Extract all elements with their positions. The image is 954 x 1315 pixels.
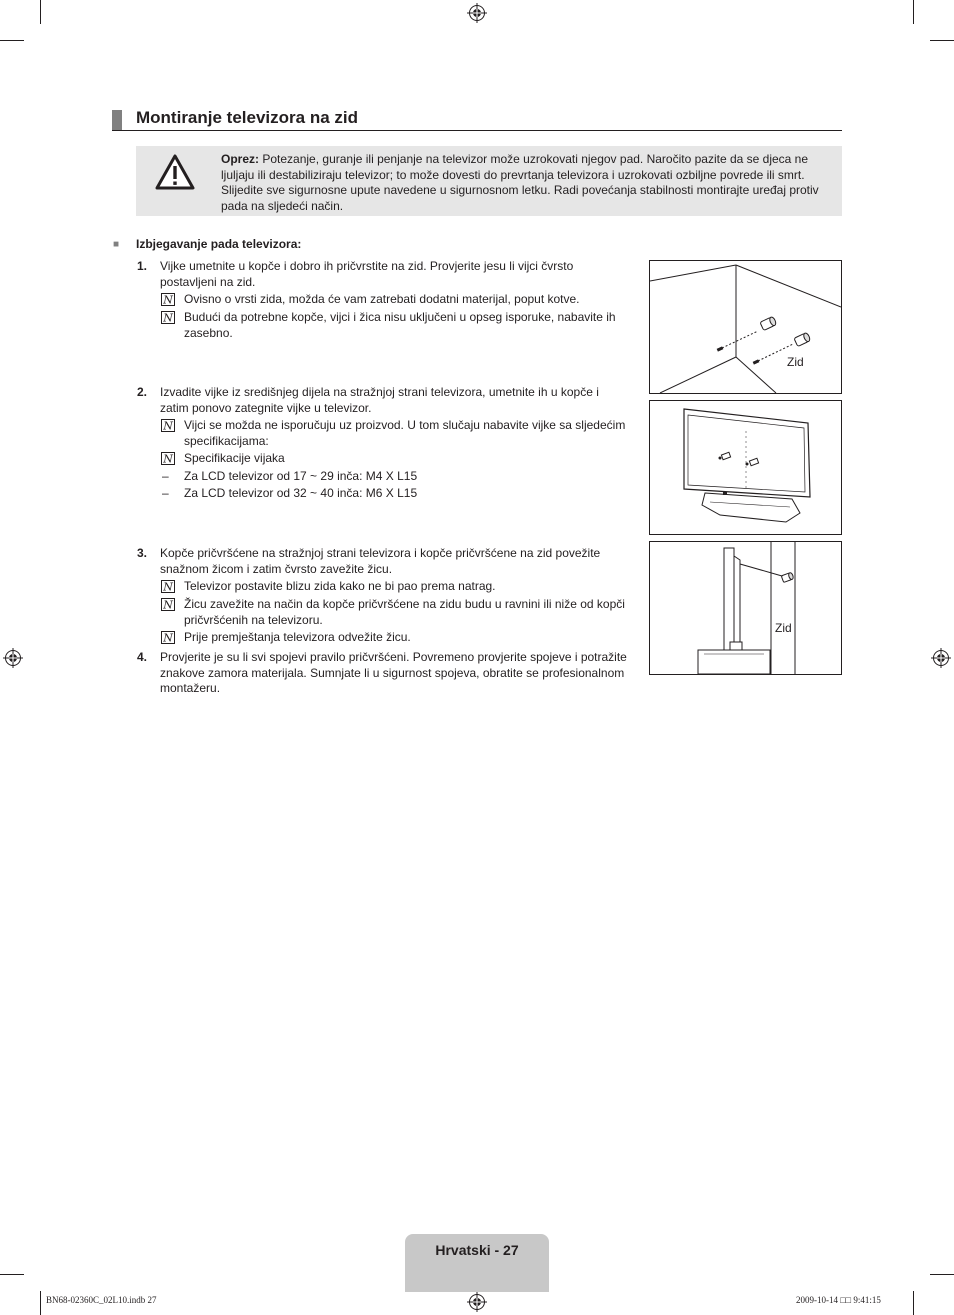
crop-mark — [930, 1274, 954, 1275]
note-text: Ovisno o vrsti zida, možda će vam zatrebati dodatni materijal, poput kotve. — [184, 292, 580, 306]
figure-tv-back — [649, 400, 842, 535]
caution-label: Oprez: — [221, 152, 260, 166]
crop-mark — [930, 40, 954, 41]
svg-text:N: N — [163, 311, 173, 324]
heading-marker — [112, 110, 122, 131]
step-line: Vijke umetnite u kopče i dobro ih pričvrstite na zid. Provjerite jesu li vijci čvrsto — [160, 259, 574, 273]
crop-mark — [913, 0, 914, 24]
step-text — [160, 259, 573, 290]
caution-text — [221, 152, 833, 214]
note-text: Prije premještanja televizora odvežite žicu. — [184, 630, 411, 644]
crop-mark — [0, 40, 24, 41]
step-line: zatim ponovo zategnite vijke u televizor. — [160, 400, 372, 415]
note-icon — [161, 419, 175, 432]
step-text — [160, 385, 599, 416]
step-number: 4. — [137, 650, 148, 664]
step-text — [160, 546, 600, 577]
registration-mark-icon — [931, 648, 951, 668]
note-icon — [161, 311, 175, 324]
page-title: Montiranje televizora na zid — [136, 108, 358, 127]
warning-triangle-icon — [155, 154, 195, 190]
crop-mark — [913, 1291, 914, 1315]
crop-mark — [0, 1274, 24, 1275]
file-slug: BN68-02360C_02L10.indb 27 — [46, 1295, 157, 1305]
wall-label: Zid — [775, 621, 792, 635]
note-line: Budući da potrebne kopče, vijci i žica nisu uključeni u opseg isporuke, nabavite ih — [184, 310, 616, 324]
figure-wall-screws — [649, 260, 842, 394]
step-line: Izvadite vijke iz središnjeg dijela na stražnjoj strani televizora, umetnite ih u kopče i — [160, 385, 599, 399]
svg-text:N: N — [163, 293, 173, 306]
step-number: 1. — [137, 259, 148, 273]
caution-box — [136, 146, 842, 216]
step-line: montažeru. — [160, 681, 221, 695]
note-icon — [161, 598, 175, 611]
registration-mark-icon — [467, 3, 487, 23]
dash-marker: – — [162, 469, 169, 483]
registration-mark-icon — [467, 1292, 487, 1312]
step-line: snažnom žicom i zatim čvrsto zavežite žicu. — [160, 561, 393, 576]
note-text — [184, 597, 625, 628]
date-slug: 2009-10-14 □□ 9:41:15 — [796, 1295, 881, 1305]
note-text — [184, 310, 616, 341]
svg-text:N: N — [163, 598, 173, 611]
note-line: specifikacijama: — [184, 433, 269, 448]
wall-corner-illustration — [650, 261, 841, 393]
note-icon — [161, 452, 175, 465]
note-icon — [161, 580, 175, 593]
heading-rule — [112, 130, 842, 131]
note-line: Vijci se možda ne isporučuju uz proizvod. U tom slučaju nabavite vijke sa sljedećim — [184, 418, 626, 432]
note-line: pričvršćenih na televizoru. — [184, 612, 323, 627]
section-bullet: ■ — [113, 239, 120, 250]
tv-back-illustration — [650, 401, 841, 534]
page-number: Hrvatski - 27 — [435, 1242, 519, 1258]
svg-text:N: N — [163, 580, 173, 593]
figure-tv-side-wire — [649, 541, 842, 675]
note-line: Žicu zavežite na način da kopče pričvršćene na zidu budu u ravnini ili niže od kopči — [184, 597, 625, 611]
step-line: Provjerite je su li svi spojevi pravilo pričvršćeni. Povremeno provjerite spojeve i potražite — [160, 650, 627, 664]
dash-marker: – — [162, 486, 169, 500]
caution-body: Potezanje, guranje ili penjanje na televizor može uzrokovati njegov pad. Naročito pazite da se djeca ne ljuljaju ili destabiliziraju televizor; to može dovesti do prevrtanja televizora i uzrokovati ozbiljne povrede ili smrt. Slijedite sve sigurnosne upute navedene u sigurnosnom letku. Radi povećanja stabilnosti montirajte uređaj protiv pada na sljedeći način. — [221, 152, 819, 213]
svg-text:N: N — [163, 452, 173, 465]
crop-mark — [40, 0, 41, 24]
svg-text:N: N — [163, 419, 173, 432]
crop-mark — [40, 1291, 41, 1315]
svg-text:N: N — [163, 631, 173, 644]
note-text — [184, 418, 625, 449]
note-line: zasebno. — [184, 325, 233, 340]
wall-label: Zid — [787, 355, 804, 369]
step-text — [160, 650, 627, 697]
section-title: Izbjegavanje pada televizora: — [136, 237, 302, 251]
registration-mark-icon — [3, 648, 23, 668]
note-text: Specifikacije vijaka — [184, 451, 285, 465]
step-number: 3. — [137, 546, 148, 560]
step-line: postavljeni na zid. — [160, 274, 256, 289]
step-line: Kopče pričvršćene na stražnjoj strani televizora i kopče pričvršćene na zid povežite — [160, 546, 601, 560]
note-icon — [161, 631, 175, 644]
tv-side-illustration — [650, 542, 841, 674]
note-icon — [161, 293, 175, 306]
step-number: 2. — [137, 385, 148, 399]
note-text: Televizor postavite blizu zida kako ne bi pao prema natrag. — [184, 579, 496, 593]
spec-item: Za LCD televizor od 32 ~ 40 inča: M6 X L15 — [184, 486, 418, 500]
spec-item: Za LCD televizor od 17 ~ 29 inča: M4 X L15 — [184, 469, 418, 483]
step-line: znakove zamora materijala. Sumnjate li u sigurnost spojeva, obratite se profesionalnom — [160, 665, 625, 680]
